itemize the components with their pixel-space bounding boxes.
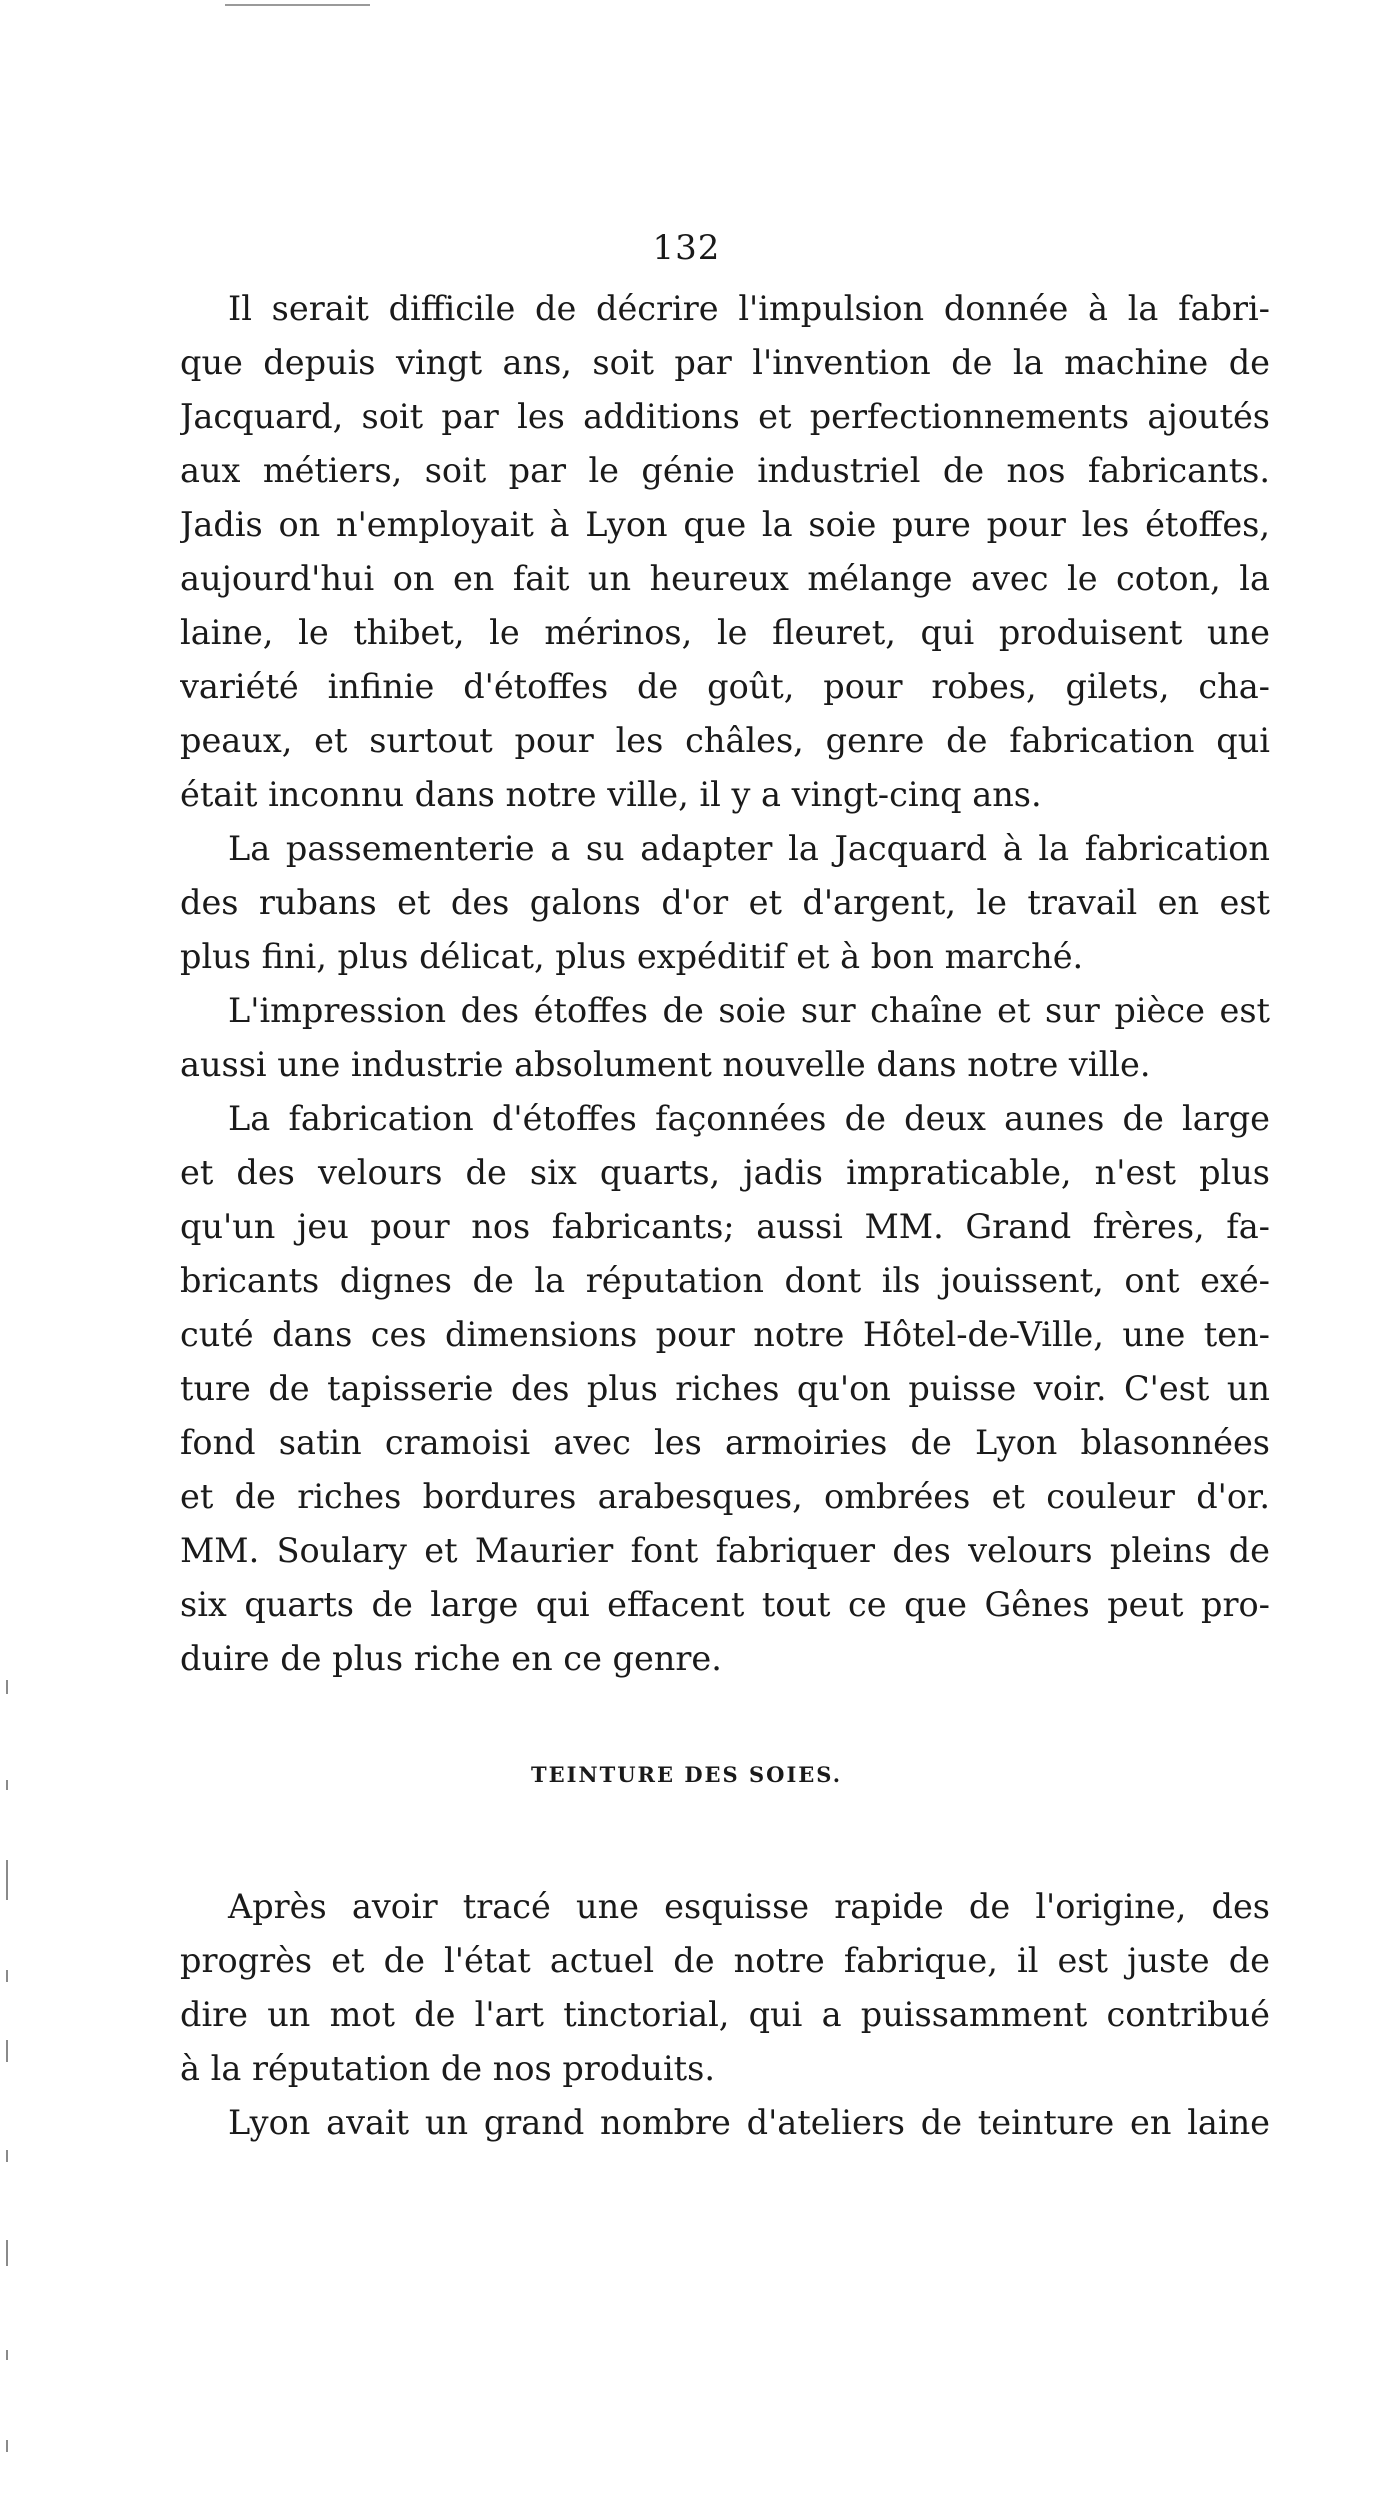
text-line: La fabrication d'étoffes façonnées de deux aunes de large — [228, 1099, 1270, 1138]
section-title: TEINTURE DES SOIES. — [530, 1762, 843, 1787]
text-line: et de riches bordures arabesques, ombrées et couleur d'or. — [180, 1477, 1270, 1516]
text-line: cuté dans ces dimensions pour notre Hôtel-de-Ville, une ten- — [180, 1315, 1270, 1354]
text-line: MM. Soulary et Maurier font fabriquer des velours pleins de — [180, 1531, 1270, 1570]
text-block-bottom — [180, 1880, 1270, 2150]
text-line: était inconnu dans notre ville, il y a vingt-cinq ans. — [180, 775, 1042, 814]
scan-mark — [6, 2150, 8, 2162]
text-line: bricants dignes de la réputation dont ils jouissent, ont exé- — [180, 1261, 1270, 1300]
text-line: fond satin cramoisi avec les armoiries de Lyon blasonnées — [180, 1423, 1270, 1462]
text-line: duire de plus riche en ce genre. — [180, 1639, 722, 1678]
text-line: Jacquard, soit par les additions et perfectionnements ajoutés — [180, 397, 1270, 436]
text-line: six quarts de large qui effacent tout ce que Gênes peut pro- — [180, 1585, 1270, 1624]
text-line: et des velours de six quarts, jadis impraticable, n'est plus — [180, 1153, 1270, 1192]
text-line: La passementerie a su adapter la Jacquard à la fabrication — [228, 829, 1270, 868]
text-line: que depuis vingt ans, soit par l'invention de la machine de — [180, 343, 1270, 382]
text-line: aux métiers, soit par le génie industriel de nos fabricants. — [180, 451, 1270, 490]
text-line: Il serait difficile de décrire l'impulsion donnée à la fabri- — [228, 289, 1270, 328]
scan-mark — [6, 2440, 8, 2452]
scan-margin-marks — [0, 1680, 12, 2500]
scan-mark — [6, 1970, 8, 1982]
scan-mark — [6, 2350, 8, 2360]
text-line: peaux, et surtout pour les châles, genre de fabrication qui — [180, 721, 1270, 760]
scan-mark — [6, 2240, 8, 2266]
text-block-top — [180, 282, 1270, 1686]
text-line: progrès et de l'état actuel de notre fabrique, il est juste de — [180, 1941, 1270, 1980]
text-line: ture de tapisserie des plus riches qu'on puisse voir. C'est un — [180, 1369, 1270, 1408]
text-line: dire un mot de l'art tinctorial, qui a puissamment contribué — [180, 1995, 1270, 2034]
text-line: des rubans et des galons d'or et d'argent, le travail en est — [180, 883, 1270, 922]
text-line: qu'un jeu pour nos fabricants; aussi MM. Grand frères, fa- — [180, 1207, 1270, 1246]
text-line: variété infinie d'étoffes de goût, pour robes, gilets, cha- — [180, 667, 1270, 706]
text-line: laine, le thibet, le mérinos, le fleuret, qui produisent une — [180, 613, 1270, 652]
scan-mark — [6, 1860, 8, 1900]
text-line: L'impression des étoffes de soie sur chaîne et sur pièce est — [228, 991, 1270, 1030]
top-rule — [225, 4, 370, 6]
text-line: Jadis on n'employait à Lyon que la soie pure pour les étoffes, — [180, 505, 1270, 544]
text-line: aussi une industrie absolument nouvelle dans notre ville. — [180, 1045, 1151, 1084]
scan-mark — [6, 2040, 8, 2062]
text-line: aujourd'hui on en fait un heureux mélange avec le coton, la — [180, 559, 1270, 598]
text-line: Après avoir tracé une esquisse rapide de l'origine, des — [228, 1887, 1270, 1926]
page-number: 132 — [652, 228, 721, 268]
scan-mark — [6, 1680, 8, 1694]
text-line: plus fini, plus délicat, plus expéditif et à bon marché. — [180, 937, 1084, 976]
scan-mark — [6, 1780, 8, 1790]
text-line: à la réputation de nos produits. — [180, 2049, 715, 2088]
text-line: Lyon avait un grand nombre d'ateliers de teinture en laine — [228, 2103, 1270, 2142]
